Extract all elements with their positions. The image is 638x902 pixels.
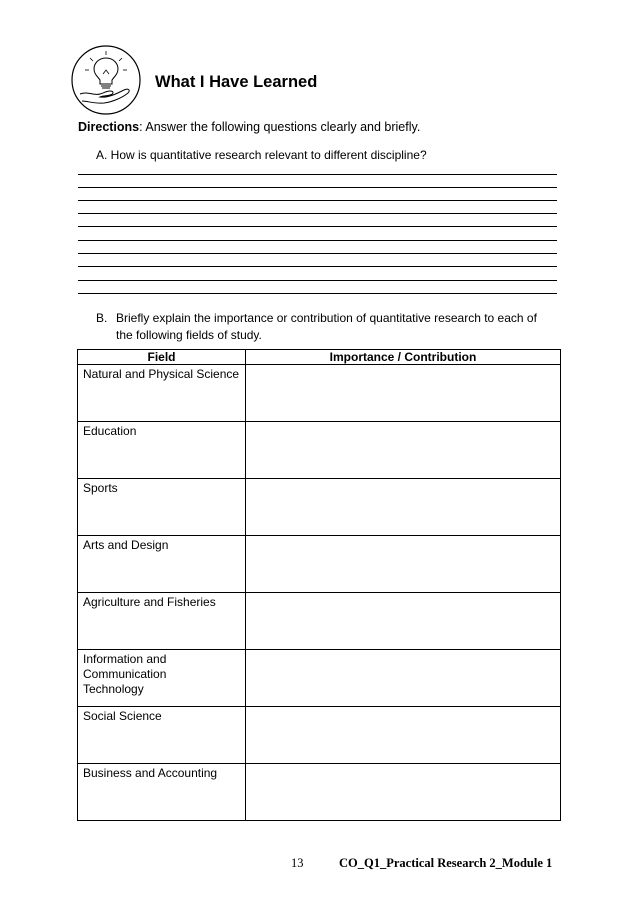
answer-line[interactable] (78, 253, 557, 254)
answer-line[interactable] (78, 266, 557, 267)
field-cell: Education (78, 422, 246, 479)
contribution-cell[interactable] (246, 536, 561, 593)
question-a: A. How is quantitative research relevant to different discipline? (96, 148, 427, 162)
header-contribution: Importance / Contribution (246, 350, 561, 365)
table-row (78, 479, 561, 536)
header-field: Field (78, 350, 246, 365)
contribution-cell[interactable] (246, 422, 561, 479)
table-header-row (78, 350, 561, 365)
contribution-cell[interactable] (246, 707, 561, 764)
answer-line[interactable] (78, 293, 557, 294)
field-cell: Social Science (78, 707, 246, 764)
answer-line[interactable] (78, 240, 557, 241)
answer-line[interactable] (78, 174, 557, 175)
module-code: CO_Q1_Practical Research 2_Module 1 (339, 856, 553, 870)
answer-line[interactable] (78, 200, 557, 201)
contribution-cell[interactable] (246, 650, 561, 707)
answer-line[interactable] (78, 280, 557, 281)
contribution-cell[interactable] (246, 479, 561, 536)
contribution-cell[interactable] (246, 764, 561, 821)
field-cell: Information and Communication Technology (78, 650, 246, 707)
field-cell: Arts and Design (78, 536, 246, 593)
table-row (78, 365, 561, 422)
page-number: 13 (291, 856, 304, 870)
question-b-letter: B. (96, 311, 108, 325)
answer-line[interactable] (78, 226, 557, 227)
table-row (78, 764, 561, 821)
answer-line[interactable] (78, 187, 557, 188)
table-row (78, 536, 561, 593)
directions (78, 120, 420, 134)
fields-table (77, 349, 561, 821)
field-cell: Natural and Physical Science (78, 365, 246, 422)
contribution-cell[interactable] (246, 365, 561, 422)
field-cell: Agriculture and Fisheries (78, 593, 246, 650)
table-row (78, 593, 561, 650)
table-row (78, 707, 561, 764)
table-row (78, 650, 561, 707)
directions-text: : Answer the following questions clearly and briefly. (139, 120, 421, 134)
answer-line[interactable] (78, 213, 557, 214)
page-title: What I Have Learned (155, 73, 318, 91)
field-cell: Sports (78, 479, 246, 536)
directions-label: Directions (78, 120, 140, 134)
field-cell: Business and Accounting (78, 764, 246, 821)
table-row (78, 422, 561, 479)
contribution-cell[interactable] (246, 593, 561, 650)
question-b-text: Briefly explain the importance or contribution of quantitative research to each of the following fields of study. (116, 311, 537, 342)
lightbulb-hand-icon (70, 44, 142, 116)
